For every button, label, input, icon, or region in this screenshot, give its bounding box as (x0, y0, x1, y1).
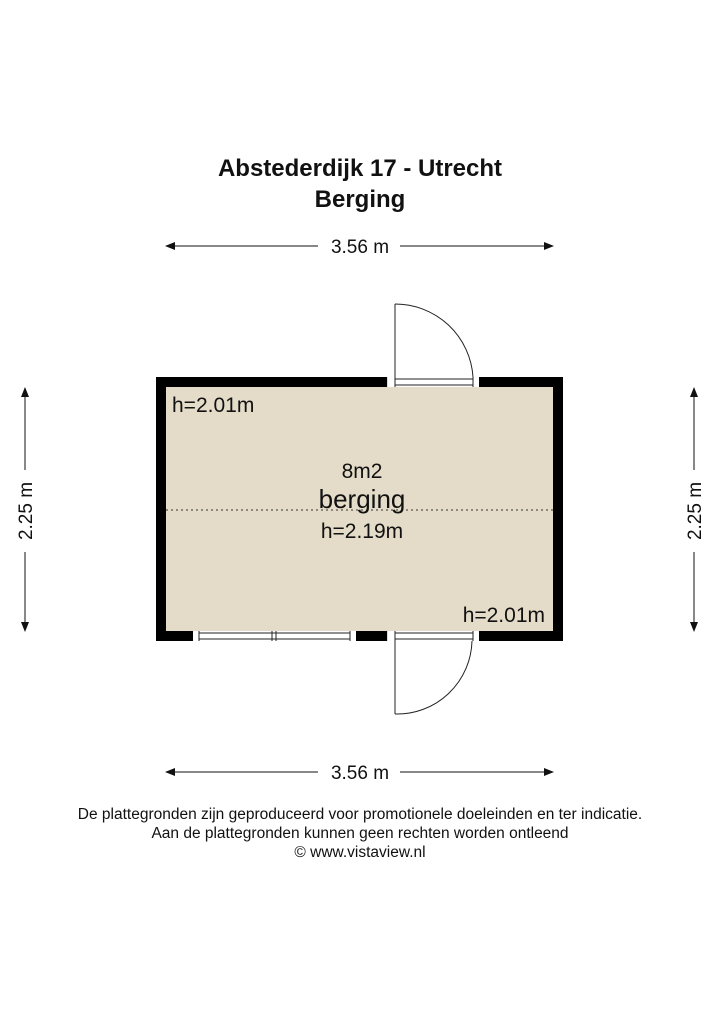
height-label-top-left: h=2.01m (172, 394, 255, 417)
room-area: 8m2 (341, 460, 383, 483)
room-name: berging (318, 484, 406, 514)
dimension-top-label: 3.56 m (330, 237, 390, 258)
height-label-center: h=2.19m (320, 520, 404, 543)
window-bottom (193, 631, 356, 641)
plan-title: Abstederdijk 17 - Utrecht (217, 155, 503, 182)
plan-subtitle: Berging (314, 186, 406, 213)
copyright: © www.vistaview.nl (294, 844, 426, 861)
door-bottom (388, 631, 479, 714)
disclaimer-line-1: De plattegronden zijn geproduceerd voor promotionele doeleinden en ter indicatie. (77, 806, 643, 823)
disclaimer-line-2: Aan de plattegronden kunnen geen rechten worden ontleend (151, 825, 569, 842)
height-label-bottom-right: h=2.01m (462, 604, 545, 627)
dimension-bottom (166, 763, 553, 784)
dimension-right (685, 388, 706, 631)
door-top (388, 304, 479, 387)
dimension-left (16, 388, 37, 631)
dimension-left-label: 2.25 m (16, 481, 37, 541)
dimension-bottom-label: 3.56 m (330, 763, 390, 784)
dimension-top (166, 237, 553, 258)
dimension-right-label: 2.25 m (685, 481, 706, 541)
